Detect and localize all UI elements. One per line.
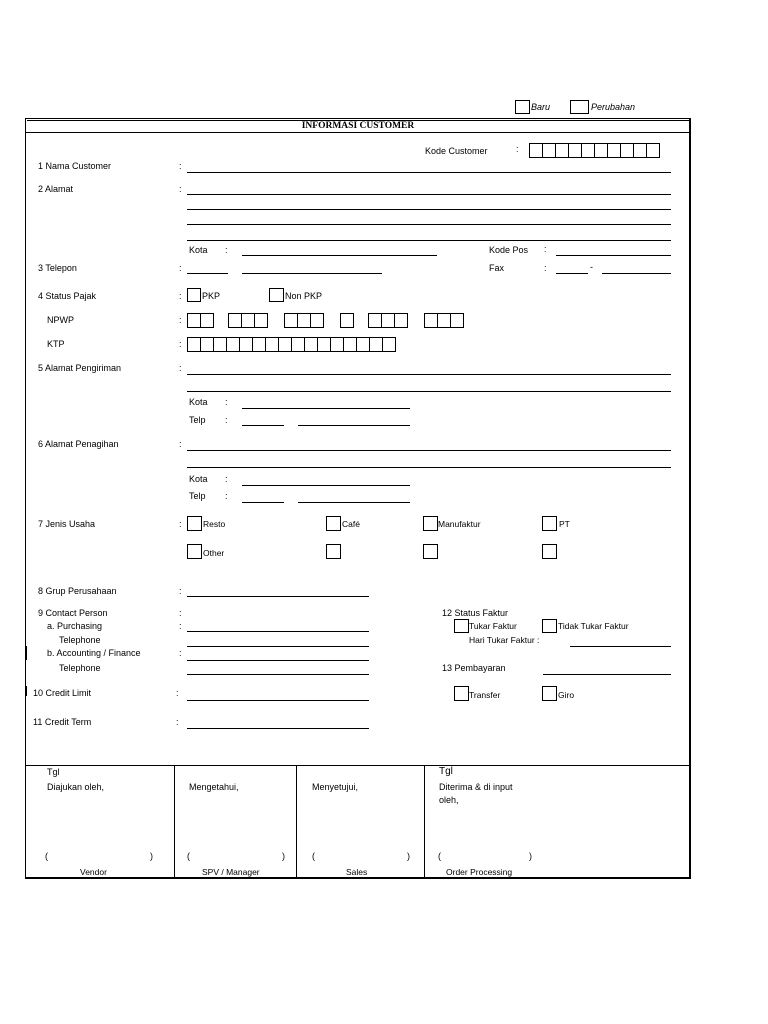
status-faktur-label: 12 Status Faktur	[442, 608, 509, 618]
grup-perusahaan-label: 8 Grup Perusahaan	[38, 586, 117, 596]
accounting-field[interactable]	[187, 660, 369, 661]
perubahan-label: Perubahan	[591, 102, 636, 112]
tukar-faktur-label: Tukar Faktur	[469, 621, 517, 631]
telepon-area-field[interactable]	[187, 273, 228, 274]
pt-checkbox[interactable]	[542, 516, 557, 531]
resto-checkbox[interactable]	[187, 516, 202, 531]
penagihan-kota-field[interactable]	[242, 485, 410, 486]
baru-checkbox[interactable]	[515, 100, 530, 114]
sales-caption: Sales	[346, 867, 368, 877]
accounting-telephone-field[interactable]	[187, 674, 369, 675]
kode-customer-label: Kode Customer	[425, 146, 488, 156]
alamat-penagihan-label: 6 Alamat Penagihan	[38, 439, 119, 449]
nama-customer-label: 1 Nama Customer	[38, 161, 112, 171]
purchasing-telephone-field[interactable]	[187, 646, 369, 647]
non-pkp-label: Non PKP	[285, 291, 323, 301]
kode-pos-label: Kode Pos	[489, 245, 529, 255]
pkp-label: PKP	[202, 291, 221, 301]
purchasing-label: a. Purchasing	[47, 621, 103, 631]
telepon-label: 3 Telepon	[38, 263, 77, 273]
npwp-input-5[interactable]	[368, 313, 407, 328]
other-label: Other	[203, 548, 225, 558]
pengiriman-telp-number-field[interactable]	[298, 425, 410, 426]
pengiriman-kota-field[interactable]	[242, 408, 410, 409]
resto-label: Resto	[203, 519, 226, 529]
kota-label: Kota	[189, 245, 208, 255]
pengiriman-telp-area-field[interactable]	[242, 425, 284, 426]
jenis-usaha-extra-checkbox-3[interactable]	[542, 544, 557, 559]
credit-term-field[interactable]	[187, 728, 369, 729]
menyetujui-label: Menyetujui,	[312, 782, 359, 792]
contact-person-label: 9 Contact Person	[38, 608, 108, 618]
mengetahui-label: Mengetahui,	[189, 782, 239, 792]
hari-tukar-faktur-field[interactable]	[570, 646, 671, 647]
alamat-penagihan-field-1[interactable]	[187, 450, 671, 451]
penagihan-telp-area-field[interactable]	[242, 502, 284, 503]
penagihan-telp-number-field[interactable]	[298, 502, 410, 503]
alamat-pengiriman-field-1[interactable]	[187, 374, 671, 375]
kode-pos-field[interactable]	[556, 255, 671, 256]
credit-limit-label: 10 Credit Limit	[33, 688, 92, 698]
jenis-usaha-label: 7 Jenis Usaha	[38, 519, 96, 529]
pembayaran-field[interactable]	[543, 674, 671, 675]
alamat-field-4[interactable]	[187, 240, 671, 241]
kota-field[interactable]	[242, 255, 437, 256]
jenis-usaha-extra-checkbox-1[interactable]	[326, 544, 341, 559]
perubahan-checkbox[interactable]	[570, 100, 589, 114]
npwp-input-4[interactable]	[340, 313, 353, 328]
npwp-input-2[interactable]	[228, 313, 267, 328]
pkp-checkbox[interactable]	[187, 288, 201, 302]
alamat-pengiriman-label: 5 Alamat Pengiriman	[38, 363, 122, 373]
kode-customer-input[interactable]	[529, 143, 659, 158]
cafe-checkbox[interactable]	[326, 516, 341, 531]
nama-customer-field[interactable]	[187, 172, 671, 173]
diterima-label-line1: Diterima & di input	[439, 782, 513, 792]
credit-term-label: 11 Credit Term	[33, 717, 92, 727]
accounting-telephone-label: Telephone	[59, 663, 101, 673]
tgl-label-right: Tgl	[439, 766, 453, 777]
hari-tukar-faktur-label: Hari Tukar Faktur :	[469, 635, 540, 645]
diajukan-label: Diajukan oleh,	[47, 782, 105, 792]
transfer-label: Transfer	[469, 690, 501, 700]
cafe-label: Café	[342, 519, 360, 529]
npwp-label: NPWP	[47, 315, 74, 325]
giro-checkbox[interactable]	[542, 686, 557, 701]
jenis-usaha-extra-checkbox-2[interactable]	[423, 544, 438, 559]
manufaktur-checkbox[interactable]	[423, 516, 438, 531]
alamat-field-2[interactable]	[187, 209, 671, 210]
tidak-tukar-faktur-checkbox[interactable]	[542, 619, 557, 633]
npwp-input-3[interactable]	[284, 313, 323, 328]
npwp-input-6[interactable]	[424, 313, 463, 328]
purchasing-telephone-label: Telephone	[59, 635, 101, 645]
non-pkp-checkbox[interactable]	[269, 288, 284, 302]
vendor-caption: Vendor	[80, 867, 107, 877]
pt-label: PT	[559, 519, 570, 529]
fax-label: Fax	[489, 263, 505, 273]
alamat-label: 2 Alamat	[38, 184, 74, 194]
tgl-label-left: Tgl	[47, 767, 60, 777]
fax-number-field[interactable]	[602, 273, 671, 274]
pembayaran-label: 13 Pembayaran	[442, 663, 506, 673]
order-processing-caption: Order Processing	[446, 867, 513, 877]
tidak-tukar-faktur-label: Tidak Tukar Faktur	[558, 621, 629, 631]
alamat-pengiriman-field-2[interactable]	[187, 391, 671, 392]
spv-caption: SPV / Manager	[202, 867, 260, 877]
manufaktur-label: Manufaktur	[438, 519, 481, 529]
transfer-checkbox[interactable]	[454, 686, 469, 701]
ktp-input[interactable]	[187, 337, 395, 352]
alamat-penagihan-field-2[interactable]	[187, 467, 671, 468]
fax-area-field[interactable]	[556, 273, 588, 274]
ktp-label: KTP	[47, 339, 65, 349]
other-checkbox[interactable]	[187, 544, 202, 559]
form-title: INFORMASI CUSTOMER	[301, 121, 415, 131]
giro-label: Giro	[558, 690, 575, 700]
penagihan-telp-label: Telp	[189, 491, 206, 501]
npwp-input-1[interactable]	[187, 313, 213, 328]
accounting-label: b. Accounting / Finance	[47, 648, 141, 658]
credit-limit-field[interactable]	[187, 700, 369, 701]
status-pajak-label: 4 Status Pajak	[38, 291, 97, 301]
pengiriman-telp-label: Telp	[189, 415, 206, 425]
tukar-faktur-checkbox[interactable]	[454, 619, 469, 633]
pengiriman-kota-label: Kota	[189, 397, 208, 407]
kode-customer-colon: :	[516, 144, 519, 154]
grup-perusahaan-field[interactable]	[187, 596, 369, 597]
alamat-field-1[interactable]	[187, 194, 671, 195]
penagihan-kota-label: Kota	[189, 474, 208, 484]
telepon-number-field[interactable]	[242, 273, 382, 274]
diterima-label-line2: oleh,	[439, 795, 459, 805]
purchasing-field[interactable]	[187, 631, 369, 632]
baru-label: Baru	[531, 102, 551, 112]
alamat-field-3[interactable]	[187, 224, 671, 225]
